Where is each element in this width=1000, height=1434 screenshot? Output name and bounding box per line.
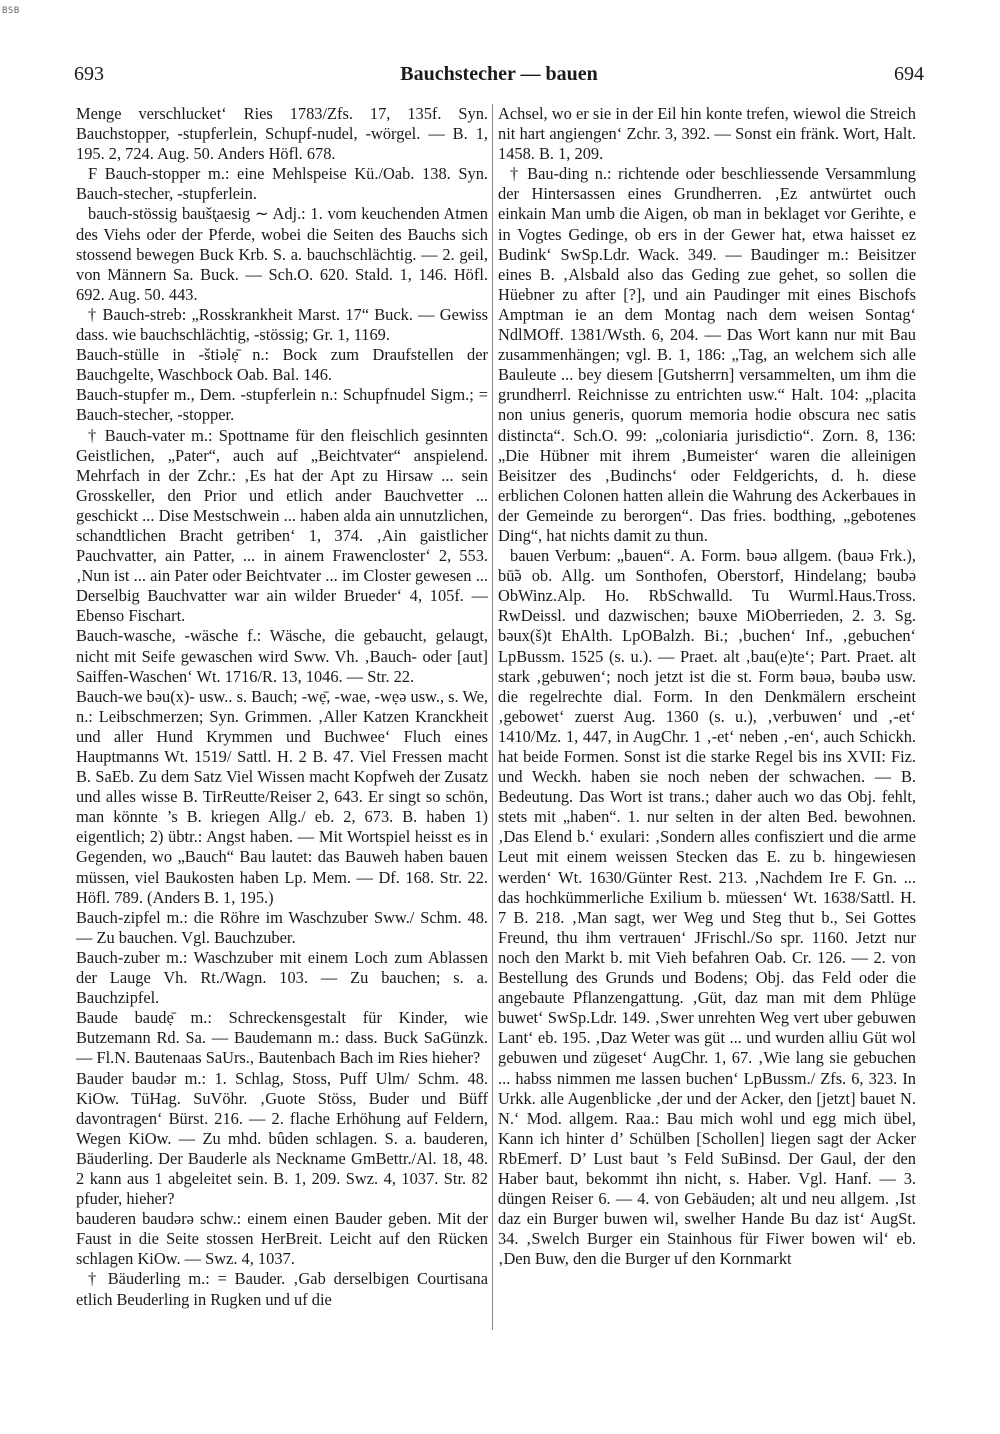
entry-baeuderling: † Bäuderling m.: = Bauder. ‚Gab derselbigen Courtisana etlich Beuderling in Rugken und uf die [76,1269,488,1309]
left-column [76,104,488,1404]
library-stamp: BSB [2,6,20,16]
entry-bauch-zipfel: Bauch-zipfel m.: die Röhre im Waschzuber Sww./ Schm. 48. — Zu bauchen. Vgl. Bauchzuber. [76,907,488,947]
entry-text: Achsel, wo er sie in der Eil hin konte trefen, wiewol die Streich nit hart angiengen‘ Zchr. 3, 392. — Sonst ein fränk. Wort, Halt. 1458. B. 1, 209. [498,104,916,164]
entry-bauch-stoessig: bauch-stössig baušt̨aesig ∼ Adj.: 1. vom keuchenden Atmen des Viehs oder der Pferde, wobei die Seiten des Bauchs sich stossend bewegen Buck Krb. S. a. bauchschlächtig. — 2. geil, von Männern Sa. Buck. — Sch.O. 620. Stald. 1, 146. Höfl. 692. Aug. 50. 443. [76,204,488,304]
entry-bauderen: bauderen baudərə schw.: einem einen Bauder geben. Mit der Faust in die Seite stossen HerBreit. Leicht auf den Rücken schlagen KiOw. — Swz. 4, 1037. [76,1209,488,1269]
entry-bau-ding: † Bau-ding n.: richtende oder beschliessende Versammlung der Hintersassen eines Grundherren. ‚Ez antwürtet ouch einkain Man umb die Aigen, ob man in beklaget vor Gerihte, e in Vogtes Gedinge, ob ers in der Gewer hat, etwa haisset ez Budink‘ SwSp.Ldr. Wack. 349. — Baudinger m.: Beisitzer eines B. ‚Alsbald also das Geding zue gehet, so sollen die Hüebner zu after [?], und ain Paudinger mit eines Bischofs Amptman ie an dem Montag nach dem weisen Sontag‘ NdlMOff. 1381/Wsth. 6, 204. — Das Wort kann nur mit Bau zusammenhängen; vgl. B. 1, 186: „Tag, an welchem sich alle Bauleute ... bey diesem [Gutsherrn] versammelten, um ihm die grundherrl. Reichnisse zu entrichten usw.“ Halt. 104: „placita non unius generis, quorum memoria hodie obscura nec satis distincta“. Sch.O. 99: „coloniaria jurisdictio“. Zorn. 8, 136: „Die Hübner mit ihrem ‚Bumeister‘ waren die alleinigen Beisitzer des ‚Budinchs‘ oder Feldgerichts, d. h. diese erblichen Colonen hatten allein die Wahrung des Ackerbaues in der Gemeinde zu berorgen“. Das fries. bodthing, „gebotenes Ding“, hat nichts damit zu thun. [498,164,916,545]
column-divider [492,104,493,1330]
entry-bauder: Bauder baudər m.: 1. Schlag, Stoss, Puff Ulm/ Schm. 48. KiOw. TüHag. SuVöhr. ‚Guote Stöss, Buder und Büff davontragen‘ Bürst. 216. — 2. flache Erhöhung auf Feldern, Wegen KiOw. — Zu mhd. bûden schlagen. S. a. bauderen, Bäuderling. Der Bauderle als Neckname GmBettr./Al. 18, 48. 2 kann aus 1 abgeleitet sein. B. 1, 209. Swz. 4, 1037. Str. 82 pfuder, hieher? [76,1068,488,1209]
entry-bauch-stuelle: Bauch-stülle in -štiəlẹ̄ n.: Bock zum Draufstellen der Bauchgelte, Waschbock Oab. Bal. 146. [76,345,488,385]
entry-text: Menge verschlucket‘ Ries 1783/Zfs. 17, 135f. Syn. Bauchstopper, -stupferlein, Schupf-nudel, -wörgel. — B. 1, 195. 2, 724. Aug. 50. Anders Höfl. 678. [76,104,488,164]
page-header [74,63,924,93]
right-column [498,104,916,1404]
running-title: Bauchstecher — bauen [400,63,598,85]
entry-baude: Baude baudẹ̄ m.: Schreckensgestalt für Kinder, wie Butzemann Rd. Sa. — Baudemann m.: dass. Buck SaGünzk. — Fl.N. Bautenaas SaUrs., Bautenbach Bach im Ries hieher? [76,1008,488,1068]
entry-bauen: bauen Verbum: „bauen“. A. Form. bəuə allgem. (bauə Frk.), bū̃ə ob. Allg. um Sonthofen, Oberstorf, Hindelang; bəubə ObWinz.Alp. Ho. RbSchwalld. Tu Wurml.Haus.Tross. RwDeissl. und dazwischen; bəuxe MiOberrieden, 2. 3. Sg. bəux(š)t EhAlth. LpOBalzh. Bi.; ‚buchen‘ Inf., ‚gebuchen‘ LpBussm. 1525 (s. u.). — Praet. alt ‚bau(e)te‘; Part. Praet. alt stark ‚gebuwen‘; noch jetzt ist die st. Form bəuə, bəubə usw. die regelrechte dial. Form. In den Denkmälern erscheint ‚gebowet‘ zuerst Aug. 1360 (s. u.), ‚verbuwen‘ und ‚-et‘ 1410/Mz. 1, 447, in AugChr. 1 ‚-et‘ neben ‚-en‘, auch Schickh. hat beide Formen. Sonst ist die starke Regel bis ins XVII: Fiz. und Weckh. haben sie noch neben der schwachen. — B. Bedeutung. Das Wort ist trans.; daher auch wo das Obj. fehlt, stets mit „haben“. 1. nur selten in der alten Bed. bewohnen. ‚Das Elend b.‘ exulari: ‚Sondern alles confisziert und die arme Leut mit einem weissen Stecken das E. zu b. hingewiesen werden‘ Wt. 1630/Günter Rest. 213. ‚Nachdem Ire F. Gn. ... das hochkümmerliche Exilium b. müessen‘ Wt. 1638/Sattl. H. 7 B. 218. ‚Man sagt, wer Weg und Steg thut b., Sei Gottes Freund, thu ihm vertrauen‘ JFrischl./So spr. 1160. Jetzt nur noch den Markt b. mit Vieh befahren Oab. Cr. 126. — 2. von Bestellung des Grunds und Bodens; Obj. das Feld oder die angebaute Pflanzengattung. ‚Güt, daz man mit dem Phlüge buwet‘ SwSp.Ldr. 149. ‚Swer unrehten Weg vert uber gebuwen Lant‘ eb. 195. ‚Daz Weter was güt ... und wurden alliu Güt wol gebuwen und zügeset‘ AugChr. 1, 67. ‚Wie lang sie gebuchen ... habss nimmen me lassen buchen‘ LpBussm./ Zfs. 6, 323. In Urkk. alle Augenblicke ‚der und der Acker, den [jetzt] bauet N. N.‘ Mod. allgem. Raa.: Bau mich wohl und egg mich übel, Kann ich hinter d’ Schülben [Schollen] liegen sagt der Acker RbEmerf. D’ Lust baut ’s Feld SuBinsd. Der Gaul, der den Haber baut, bekommt ihn nicht, s. Haber. Vgl. Hanf. — 3. düngen Reiser 6. — 4. von Gebäuden; alt und neu allgem. ‚Ist daz ein Burger buwen wil, swelher Hande Bu daz ist‘ AugSt. 34. ‚Swelch Burger ein Stainhous für Fiwer bowen wil‘ eb. ‚Den Buw, den die Burger uf den Kornmarkt [498,546,916,1269]
entry-bauch-stopper: F Bauch-stopper m.: eine Mehlspeise Kü./Oab. 138. Syn. Bauch-stecher, -stupferlein. [76,164,488,204]
entry-bauch-zuber: Bauch-zuber m.: Waschzuber mit einem Loch zum Ablassen der Lauge Vh. Rt./Wagn. 103. — Zu bauchen; s. a. Bauchzipfel. [76,947,488,1008]
entry-bauch-stupfer: Bauch-stupfer m., Dem. -stupferlein n.: Schupfnudel Sigm.; = Bauch-stecher, -stopper. [76,385,488,425]
entry-bauch-streb: † Bauch-streb: „Rosskrankheit Marst. 17“ Buck. — Gewiss dass. wie bauchschlächtig, -stössig; Gr. 1, 1169. [76,304,488,345]
page-number-right: 694 [894,63,924,85]
entry-bauch-wasche: Bauch-wasche, -wäsche f.: Wäsche, die gebaucht, gelaugt, nicht mit Seife gewaschen wird Sww. Vh. ‚Bauch- oder [aut] Saiffen-Waschen‘ Wt. 1716/R. 13, 1046. — Str. 22. [76,626,488,686]
page-number-left: 693 [74,63,104,85]
entry-bauch-we: Bauch-we bəu(x)- usw.. s. Bauch; -wẹ̄, -wae, -wẹə usw., s. We, n.: Leibschmerzen; Syn. Grimmen. ‚Aller Katzen Kranckheit und aller Hund Krymmen und Buchwee‘ Fluch eines Hauptmanns Wt. 1519/ Sattl. H. 2 B. 47. Viel Fressen macht B. SaEb. Zu dem Satz Viel Wissen macht Kopfweh der Zusatz und alles wisse B. TirReutte/Reiser 2, 643. Er singt so schön, man könnte ’s B. kriegen Allg./ eb. 2, 673. B. haben 1) eigentlich; 2) übtr.: Angst haben. — Mit Wortspiel heisst es in Gegenden, wo „Bauch“ Bau lautet: das Bauweh haben bauen müssen, viel Baukosten haben Lp. Mem. — Df. 168. Str. 22. Höfl. 789. (Anders B. 1, 195.) [76,686,488,907]
entry-bauch-vater: † Bauch-vater m.: Spottname für den fleischlich gesinnten Geistlichen, „Pater“, auch auf „Beichtvater“ anspielend. Mehrfach in der Zchr.: ‚Es hat der Apt zu Hirsaw ... sein Grosskeller, den Prior und etlich ander Bauchvetter ... geschickt ... Dise Mestschwein ... haben alda ain unnutzlichen, schandtlichen Bracht getriben‘ 1, 374. ‚Ain gaistlicher Pauchvatter, ain Patter, ... in ainem Frawencloster‘ 2, 553. ‚Nun ist ... ain Pater oder Beichtvater ... im Closter gewesen ... Derselbig Bauchvatter war ain wilder Brueder‘ 4, 105f. — Ebenso Fischart. [76,425,488,626]
